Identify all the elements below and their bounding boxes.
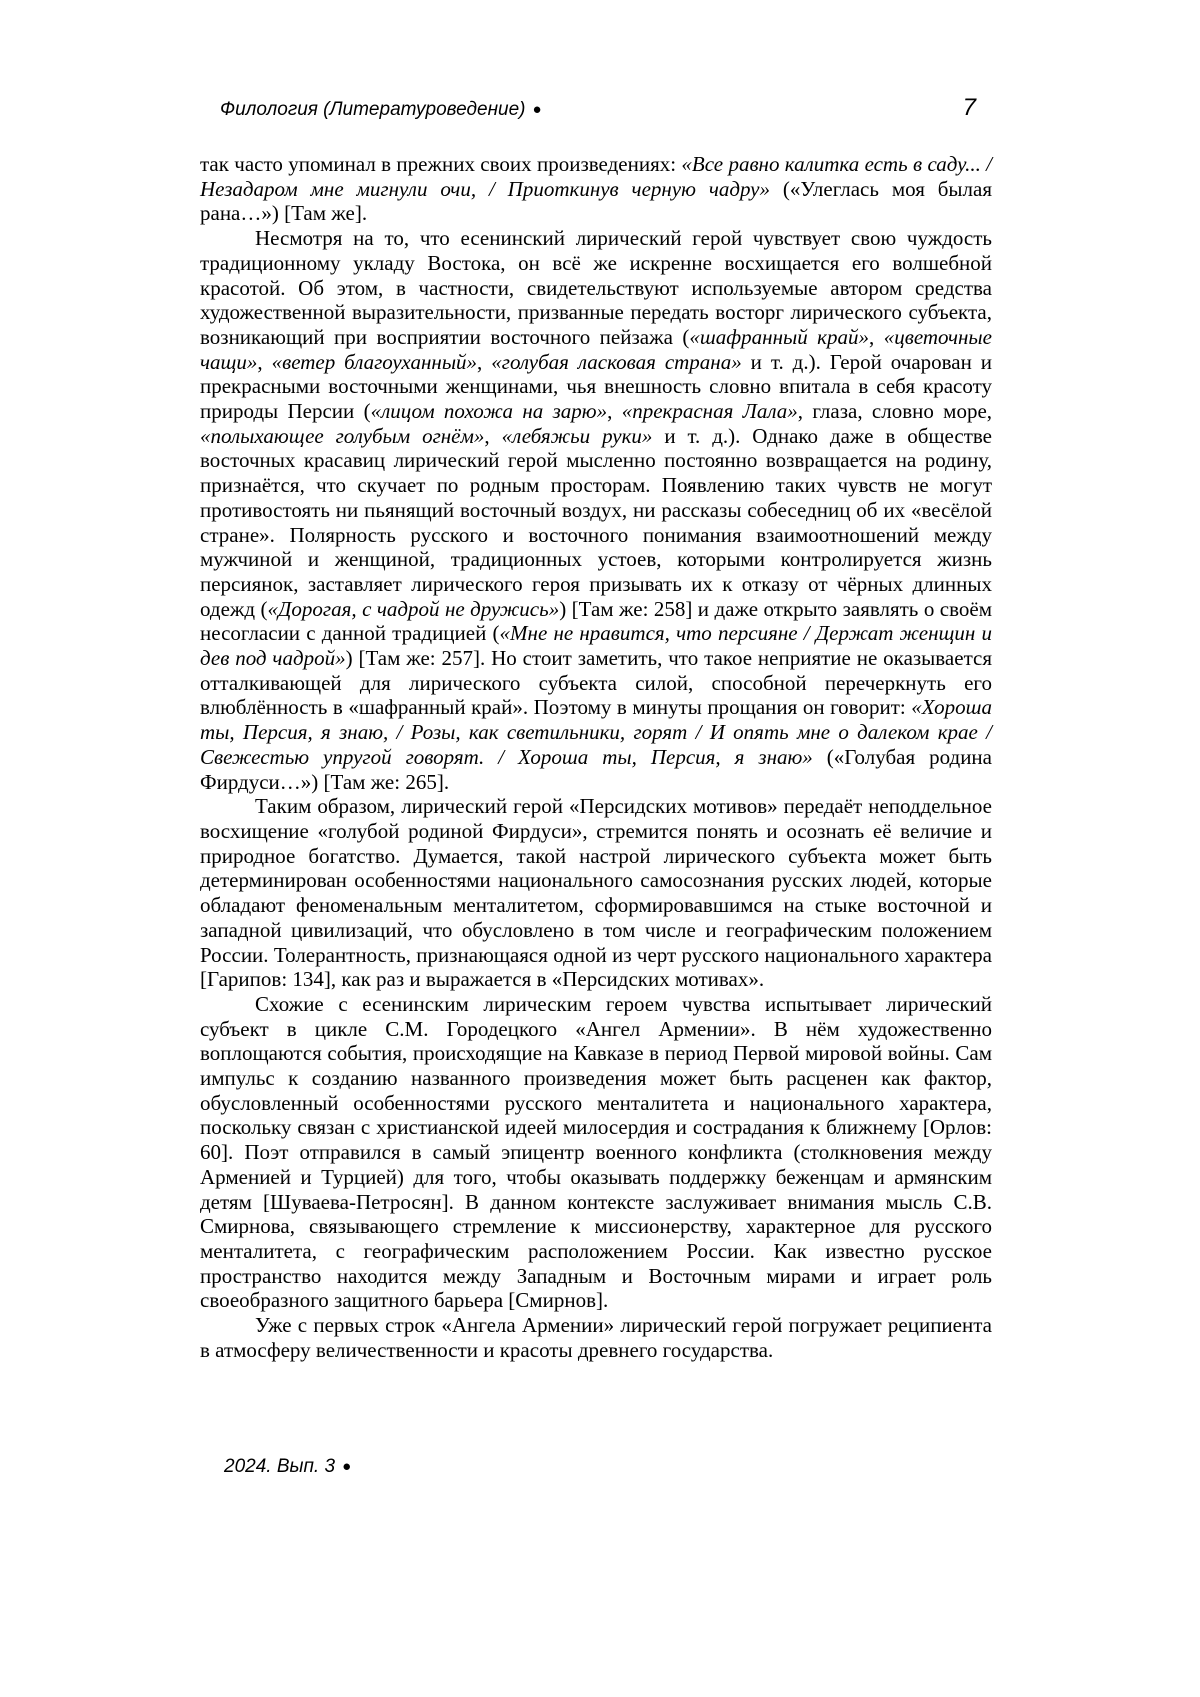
paragraph xyxy=(200,992,992,1313)
quoted-verse: «Все равно калитка есть в саду... / Незадаром мне мигнули очи, / Приоткинув черную чадру» xyxy=(200,152,992,201)
body-text-run: так часто упоминал в прежних своих произведениях: xyxy=(200,152,682,176)
bullet-icon: ● xyxy=(342,1458,352,1475)
body-text-run: («Улеглась моя былая рана…») [Там же]. xyxy=(200,176,992,226)
quoted-verse: «цветочные чащи» xyxy=(200,324,992,374)
body-text-run: , xyxy=(484,423,502,448)
body-text-run: ) [Там же: 257]. Но стоит заметить, что такое неприятие не оказывается отталкивающей для лирического субъекта силой, способной перечеркнуть его влюблённость в «шафранный край». Поэтому в минуты прощания он говорит: xyxy=(200,646,992,720)
body-text-run: Таким образом, лирический герой «Персидских мотивов» передаёт неподдельное восхищение «голубой родиной Фирдуси», стремится понять и осознать её величие и природное богатство. Думается, такой настрой лирического субъекта может быть детерминирован особенностями национального самосознания русских людей, которые обладают феноменальным менталитетом, сформировавшимся на стыке восточной и западной цивилизаций, что обусловлено в том числе и географическим положением России. Толерантность, признающаяся одной из черт русского национального характера [Гарипов: 134], как раз и выражается в «Персидских мотивах». xyxy=(200,794,992,992)
quoted-verse: «полыхающее голубым огнём» xyxy=(200,423,485,448)
body-text-run: , xyxy=(607,399,622,424)
issue-info: 2024. Вып. 3 xyxy=(224,1456,336,1477)
quoted-verse: «голубая ласковая страна» xyxy=(491,349,742,374)
bullet-icon: ● xyxy=(532,101,542,118)
body-text-run: , xyxy=(477,349,492,374)
quoted-verse: «прекрасная Лала» xyxy=(621,399,798,424)
paragraph xyxy=(200,1313,992,1362)
page-number: 7 xyxy=(962,94,976,121)
paragraph xyxy=(200,226,992,794)
quoted-verse: «Дорогая, с чадрой не дружись» xyxy=(267,596,560,621)
body-text-run: Несмотря на то, что есенинский лирический герой чувствует свою чуждость традиционному укладу Востока, он всё же искренне восхищается его волшебной красотой. Об этом, в частности, свидетельствуют используемые автором средства художественной выразительности, призванные передать восторг лирического субъекта, возникающий при восприятии восточного пейзажа ( xyxy=(200,226,992,349)
body-text-run: , xyxy=(257,349,272,374)
body-text-run: , глаза, словно море, xyxy=(797,399,993,424)
body-text-run: и т. д.). Герой очарован и прекрасными восточными женщинами, чья внешность словно впитала в себя красоту природы Персии ( xyxy=(200,349,993,424)
paragraph xyxy=(200,152,992,226)
quoted-verse: «лебяжьи руки» xyxy=(501,423,653,448)
quoted-verse: «Мне не нравится, что персияне / Держат женщин и дев под чадрой» xyxy=(200,621,992,671)
quoted-verse: «Хороша ты, Персия, я знаю, / Розы, как светильники, горят / И опять мне о далеком крае / Свежестью упругой говорят. / Хороша ты, Персия, я знаю» xyxy=(200,695,992,769)
page-footer xyxy=(200,1456,351,1478)
body-text-run: («Голубая родина Фирдуси…») [Там же: 265]. xyxy=(200,744,992,794)
paragraph xyxy=(200,794,992,992)
body-text-run: Схожие с есенинским лирическим героем чувства испытывает лирический субъект в цикле С.М. Городецкого «Ангел Армении». В нём художественно воплощаются события, происходящие на Кавказе в период Первой мировой войны. Сам импульс к созданию названного произведения может быть расценен как фактор, обусловленный особенностями русского менталитета и национального характера, поскольку связан с христианской идеей милосердия и сострадания к ближнему [Орлов: 60]. Поэт отправился в самый эпицентр военного конфликта (столкновения между Арменией и Турцией) для того, чтобы оказывать поддержку беженцам и армянским детям [Шуваева-Петросян]. В данном контексте заслуживает внимания мысль С.В. Смирнова, связывающего стремление к миссионерству, характерное для русского менталитета, с географическим расположением России. Как известно русское пространство находится между Западным и Восточным мирами и играет роль своеобразного защитного барьера [Смирнов]. xyxy=(200,991,992,1313)
body-text-run: , xyxy=(869,324,884,349)
section-title: Филология (Литературоведение) xyxy=(220,99,526,120)
page-header xyxy=(200,94,992,122)
article-body xyxy=(200,152,992,1362)
quoted-verse: «ветер благоуханный» xyxy=(271,349,478,374)
body-text-run: Уже с первых строк «Ангела Армении» лирический герой погружает реципиента в атмосферу величественности и красоты древнего государства. xyxy=(200,1313,992,1362)
body-text-run: и т. д.). Однако даже в обществе восточных красавиц лирический герой мысленно постоянно возвращается на родину, признаётся, что скучает по родным просторам. Появлению таких чувств не могут противостоять ни пьянящий восточный воздух, ни рассказы собеседниц об их «весёлой стране». Полярность русского и восточного понимания взаимоотношений между мужчиной и женщиной, традиционных устоев, которыми контролируется жизнь персиянок, заставляет лирического героя призывать их к отказу от чёрных длинных одежд ( xyxy=(200,423,992,621)
running-head xyxy=(200,99,542,121)
quoted-verse: «лицом похожа на зарю» xyxy=(370,399,608,424)
quoted-verse: «шафранный край» xyxy=(689,324,869,349)
body-text-run: ) [Там же: 258] и даже открыто заявлять о своём несогласии с данной традицией ( xyxy=(200,596,993,646)
